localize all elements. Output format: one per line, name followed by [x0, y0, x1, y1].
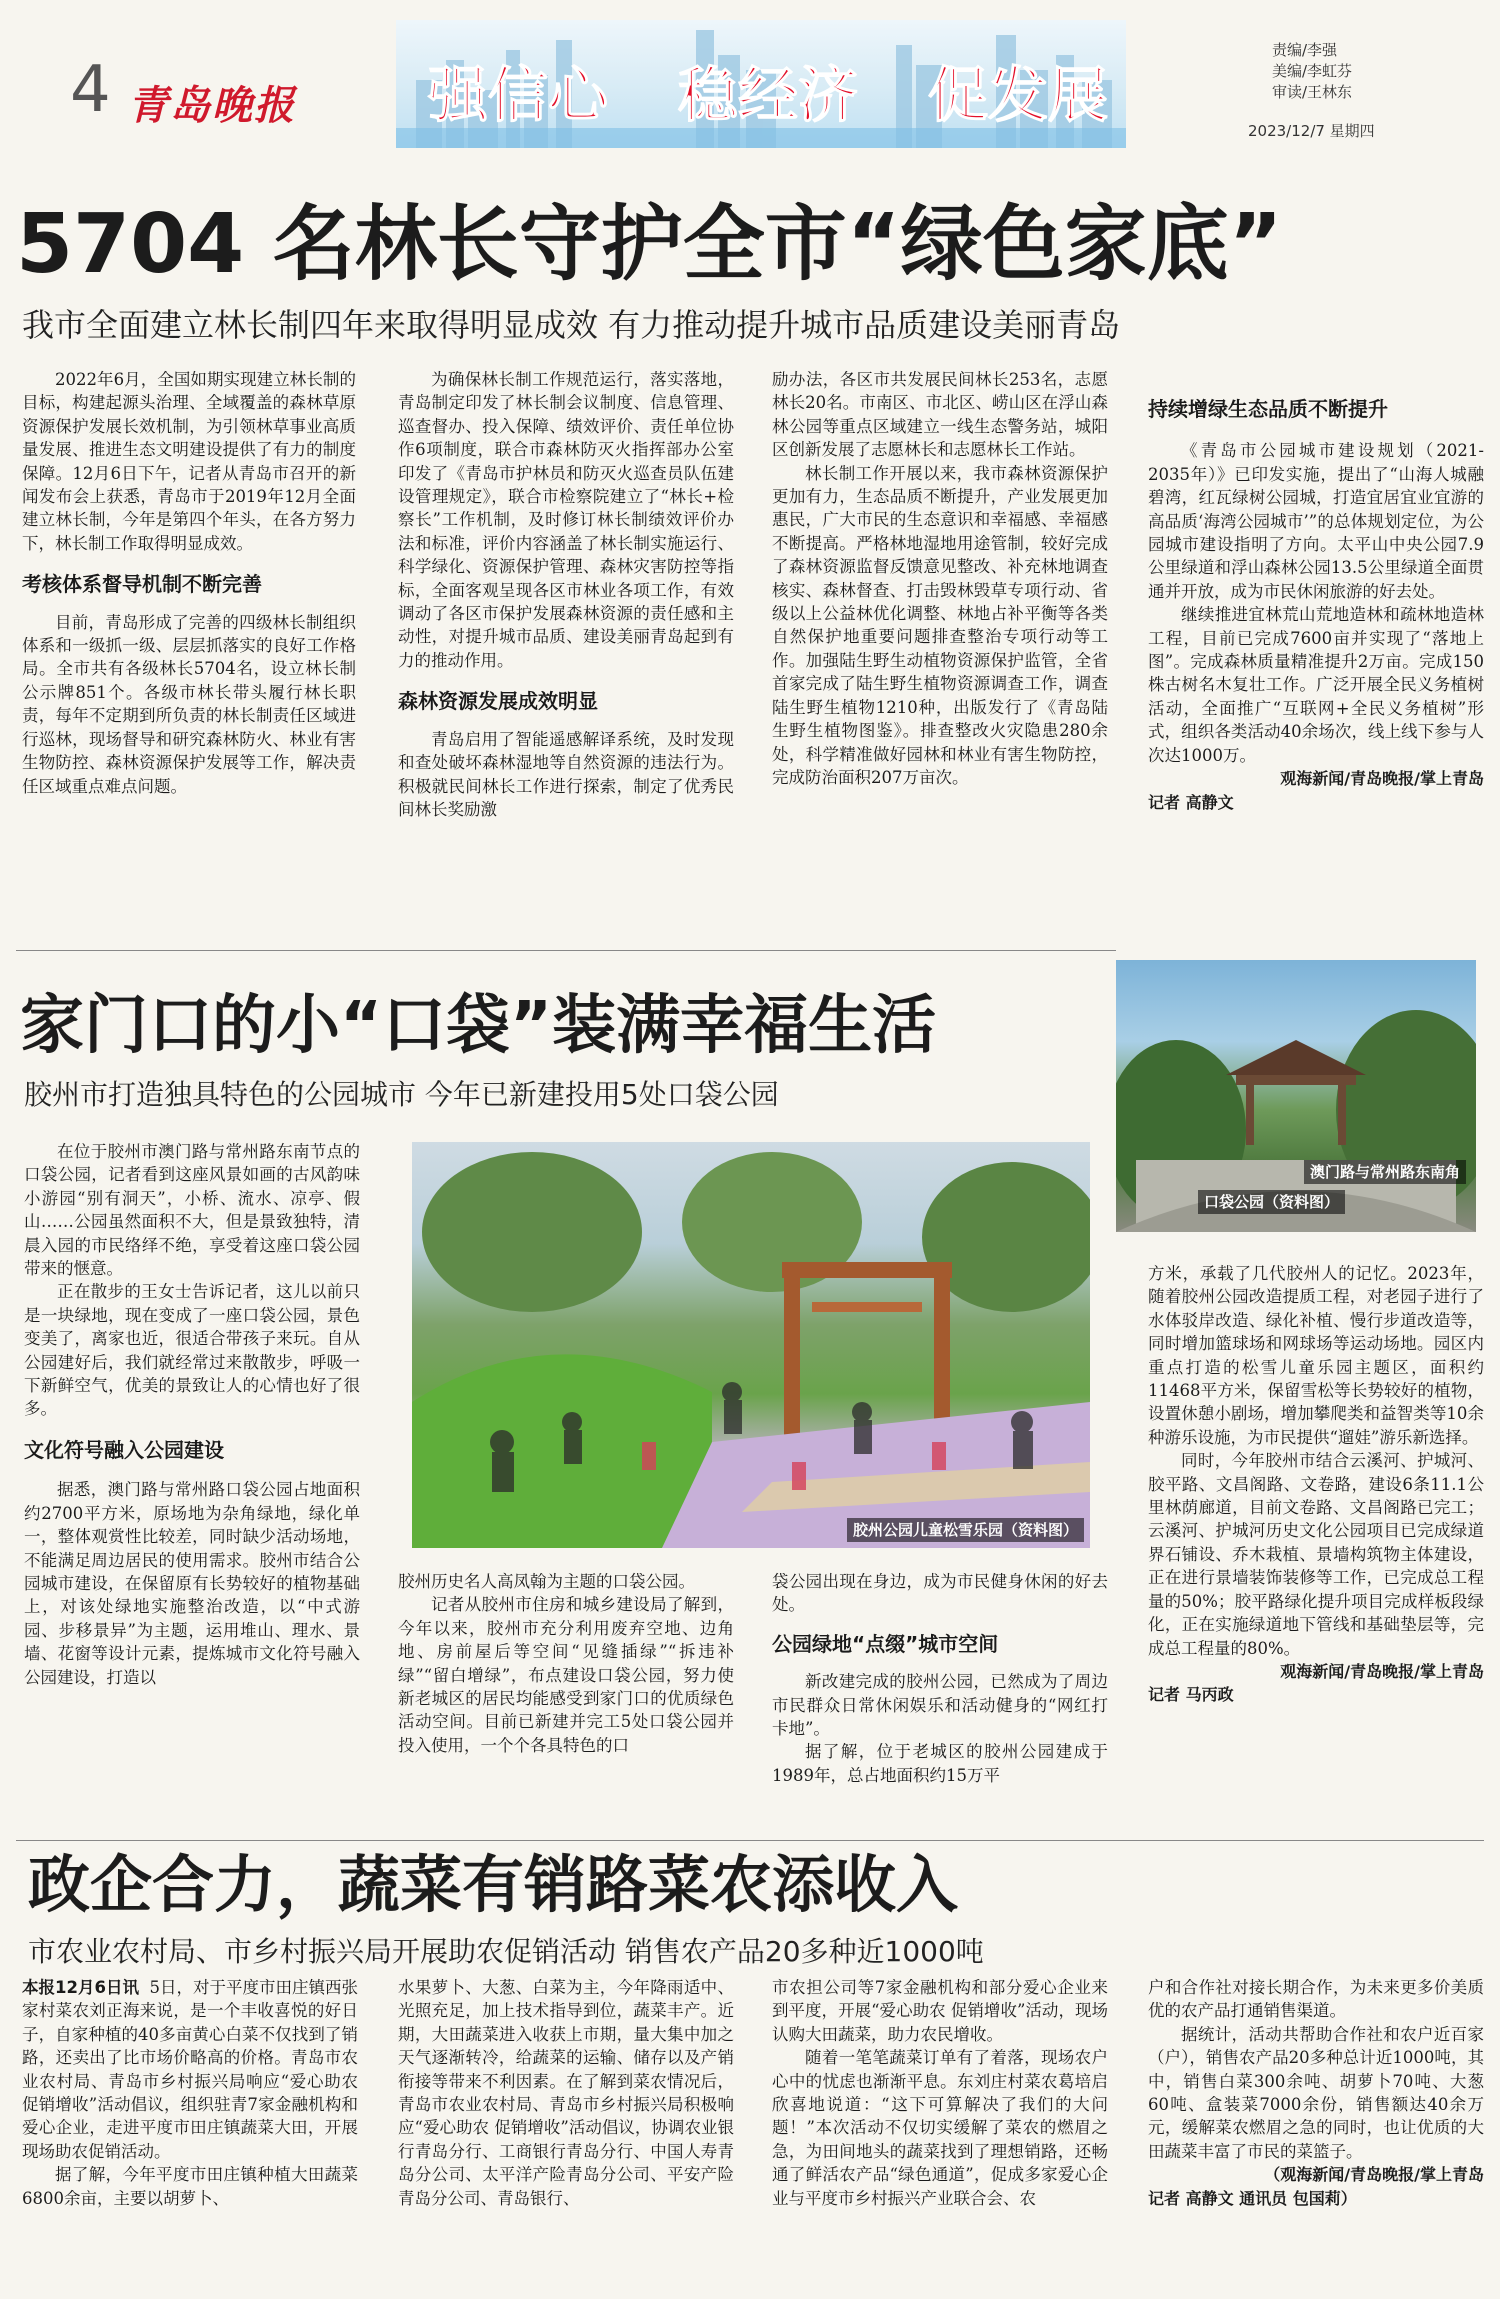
article-1-column-3	[772, 368, 1108, 928]
masthead	[0, 0, 1500, 150]
issue-date: 2023/12/7 星期四	[1248, 122, 1375, 140]
article-1-col3-body: 励办法，各区市共发展民间林长253名，志愿林长20名。市南区、市北区、崂山区在浮山森林公园等重点区域建立一线生态警务站，城阳区创新发展了志愿林长和志愿林长工作站。	[772, 370, 1108, 460]
article-2-credit-reporter: 记者 马丙政	[1148, 1685, 1234, 1705]
article-3-col2-p1: 水果萝卜、大葱、白菜为主，今年降雨适中、光照充足，加上技术指导到位，蔬菜丰产。近期，大田蔬菜进入收获上市期，量大集中加之天气逐渐转冷，给蔬菜的运输、储存以及产销衔接等带来不利因素。在了解到菜农情况后，青岛市农业农村局、青岛市乡村振兴局积极响应“爱心助农 促销增收”活动倡议，协调农业银行青岛分行、工商银行青岛分行、中国人寿青岛分公司、太平洋产险青岛分公司、平安产险青岛分公司、青岛银行、	[398, 1978, 734, 2208]
article-3-column-3	[772, 1976, 1108, 2292]
article-2-col2-p2: 记者从胶州市住房和城乡建设局了解到，今年以来，胶州市充分利用废弃空地、边角地、房前屋后等空间“见缝插绿”“拆违补绿”“留白增绿”，布点建设口袋公园，努力使新老城区的居民均能感受到家门口的优质绿色活动空间。目前已新建并完工5处口袋公园并投入使用，一个个各具特色的口	[398, 1595, 734, 1755]
article-1-col4-body: 《青岛市公园城市建设规划（2021-2035年）》已印发实施，提出了“山海人城融碧湾，红瓦绿树公园城，打造宜居宜业宜游的高品质‘海湾公园城市’”的总体规划定位，为公园城市建设指明了方向。太平山中央公园7.9公里绿道和浮山森林公园13.5公里绿道全面贯通并开放，成为市民休闲旅游的好去处。	[1148, 441, 1484, 601]
article-1-intro: 2022年6月，全国如期实现建立林长制的目标，构建起源头治理、全域覆盖的森林草原资源保护发展长效机制，为引领林草事业高质量发展、推进生态文明建设提供了有力的制度保障。12月6日下午，记者从青岛市召开的新闻发布会上获悉，青岛市于2019年12月全面建立林长制，今年是第四个年头，在各方努力下，林长制工作取得明显成效。	[22, 370, 356, 553]
slogan-banner	[396, 20, 1126, 148]
staff-designer: 美编/李虹芬	[1272, 62, 1353, 80]
pocket-park-photo	[1116, 960, 1476, 1232]
playground-graphic	[412, 1142, 1090, 1548]
article-2-col3-p1: 袋公园出现在身边，成为市民健身休闲的好去处。	[772, 1572, 1108, 1615]
slogan-2: 稳经济	[678, 61, 858, 131]
article-1-credit-reporter: 记者 高静文	[1148, 792, 1234, 812]
article-1-col3-body-2: 林长制工作开展以来，我市森林资源保护更加有力，生态品质不断提升，产业发展更加惠民，广大市民的生态意识和幸福感、幸福感不断提高。严格林地湿地用途管制，较好完成了森林资源监督反馈意见整改、补充林地调查核实、森林督查、打击毁林毁草专项行动、省级以上公益林优化调整、林地占补平衡等各类自然保护地重要问题排查整治专项行动等工作。加强陆生野生动植物资源保护监管，全省首家完成了陆生野生植物资源调查工作，调查陆生野生植物1210种，出版发行了《青岛陆生野生植物图鉴》。排查整改火灾隐患280余处，科学精准做好园林和林业有害生物防控，完成防治面积207万亩次。	[772, 463, 1108, 787]
article-3-credit-org: （观海新闻/青岛晚报/掌上青岛	[1264, 2165, 1484, 2185]
article-2-col1-p2: 正在散步的王女士告诉记者，这儿以前只是一块绿地，现在变成了一座口袋公园，景色变美了，离家也近，很适合带孩子来玩。自从公园建好后，我们就经常过来散散步，呼吸一下新鲜空气，优美的景致让人的心情也好了很多。	[24, 1282, 360, 1419]
article-1-subhead-3: 持续增绿生态品质不断提升	[1148, 398, 1388, 421]
article-3-column-2	[398, 1976, 734, 2292]
pocket-park-caption-2: 口袋公园（资料图）	[1198, 1190, 1345, 1214]
pocket-park-caption-1: 澳门路与常州路东南角	[1304, 1160, 1466, 1184]
staff-list	[1272, 40, 1352, 103]
article-1-col1-body: 目前，青岛形成了完善的四级林长制组织体系和一级抓一级、层层抓落实的良好工作格局。全市共有各级林长5704名，设立林长制公示牌851个。各级市林长带头履行林长职责，每年不定期到所负责的林长制责任区域进行巡林，现场督导和研究森林防火、林业有害生物防控、森林资源保护发展等工作，解决责任区域重点难点问题。	[22, 612, 356, 796]
article-2-subhead-2: 公园绿地“点缀”城市空间	[772, 1631, 999, 1656]
article-3-col1-p1-text: 5日，对于平度市田庄镇西张家村菜农刘正海来说，是一个丰收喜悦的好日子，自家种植的40多亩黄心白菜不仅找到了销路，还卖出了比市场价略高的价格。青岛市农业农村局、青岛市乡村振兴局响应“爱心助农 促销增收”活动倡议，组织驻青7家金融机构和爱心企业，走进平度市田庄镇蔬菜大田，开展现场助农促销活动。	[22, 1978, 358, 2161]
article-2-credit-org: 观海新闻/青岛晚报/掌上青岛	[1280, 1661, 1484, 1681]
article-3-col1-p1	[22, 1976, 358, 2163]
article-3-deck: 市农业农村局、市乡村振兴局开展助农促销活动 销售农产品20多种近1000吨	[28, 1935, 984, 1968]
article-2-column-3	[772, 1570, 1108, 1828]
article-2-col1-p1: 在位于胶州市澳门路与常州路东南节点的口袋公园，记者看到这座风景如画的古风韵味小游园“别有洞天”，小桥、流水、凉亭、假山……公园虽然面积不大，但是景致独特，清晨入园的市民络绎不绝，享受着这座口袋公园带来的惬意。	[24, 1142, 360, 1279]
article-2-column-1	[24, 1140, 360, 1828]
article-1-column-2	[398, 368, 734, 928]
article-3-col3-p1: 市农担公司等7家金融机构和部分爱心企业来到平度，开展“爱心助农 促销增收”活动，现场认购大田蔬菜，助力农民增收。	[772, 1978, 1108, 2044]
article-2-divider	[16, 1840, 1484, 1841]
article-1-column-1	[22, 368, 356, 928]
article-3-col1-p2: 据了解，今年平度市田庄镇种植大田蔬菜6800余亩，主要以胡萝卜、	[22, 2165, 358, 2208]
slogan-3: 促发展	[928, 61, 1108, 131]
page-number: 4	[70, 53, 111, 127]
article-1-divider	[16, 950, 1116, 951]
article-3-headline: 政企合力，蔬菜有销路菜农添收入	[28, 1848, 959, 1921]
staff-reviewer: 审读/王林东	[1272, 83, 1353, 101]
article-1-col2-body-2: 青岛启用了智能遥感解译系统，及时发现和查处破坏森林湿地等自然资源的违法行为。积极就民间林长工作进行探索，制定了优秀民间林长奖励激	[398, 729, 734, 819]
article-1-subhead-2: 森林资源发展成效明显	[398, 689, 598, 714]
article-2-subhead-1: 文化符号融入公园建设	[24, 1437, 224, 1462]
article-2-col4-p1: 方米，承载了几代胶州人的记忆。2023年，随着胶州公园改造提质工程，对老园子进行了水体驳岸改造、绿化补植、慢行步道改造等，同时增加篮球场和网球场等运动场地。园区内重点打造的松雪儿童乐园主题区，面积约11468平方米，保留雪松等长势较好的植物，设置休憩小剧场，增加攀爬类和益智类等10余种游乐设施，为市民提供“遛娃”游乐新选择。	[1148, 1264, 1484, 1447]
article-1-col2-body: 为确保林长制工作规范运行，落实落地，青岛制定印发了林长制会议制度、信息管理、巡查督办、投入保障、绩效评价、责任单位协作6项制度，联合市森林防灭火指挥部办公室印发了《青岛市护林员和防灭火巡查员队伍建设管理规定》，联合市检察院建立了“林长+检察长”工作机制，及时修订林长制绩效评价办法和标准，评价内容涵盖了林长制实施运行、科学绿化、资源保护管理、森林灾害防控等指标，全面客观呈现各区市林业各项工作，有效调动了各区市保护发展森林资源的责任感和主动性，对提升城市品质、建设美丽青岛起到有力的推动作用。	[398, 370, 734, 670]
article-3-col4-p2: 据统计，活动共帮助合作社和农户近百家（户），销售农产品20多种总计近1000吨，其中，销售白菜300余吨、胡萝卜70吨、大葱60吨、盒装菜7000余份，销售额达40余万元，缓解菜农燃眉之急的同时，也让优质的大田蔬菜丰富了市民的菜篮子。	[1148, 2024, 1484, 2161]
slogan-1: 强信心	[428, 61, 608, 131]
article-1-col4-body-2: 继续推进宜林荒山荒地造林和疏林地造林工程，目前已完成7600亩并实现了“落地上图”。完成森林质量精准提升2万亩。完成150株古树名木复壮工作。广泛开展全民义务植树活动，全面推广“互联网+全民义务植树”形式，组织各类活动40余场次，线上线下参与人次达1000万。	[1148, 605, 1484, 765]
article-1-headline: 5704 名林长守护全市“绿色家底”	[16, 197, 1283, 292]
article-3-col3-p2: 随着一笔笔蔬菜订单有了着落，现场农户心中的忧虑也渐渐平息。东刘庄村菜农葛培启欣喜地说道：“这下可算解决了我们的大问题！”本次活动不仅切实缓解了菜农的燃眉之急，为田间地头的蔬菜找到了理想销路，还畅通了鲜活农产品“绿色通道”，促成多家爱心企业与平度市乡村振兴产业联合会、农	[772, 2048, 1108, 2208]
article-3-col4-p1: 户和合作社对接长期合作，为未来更多价美质优的农产品打通销售渠道。	[1148, 1978, 1484, 2021]
article-1-column-4	[1148, 398, 1484, 928]
article-1-subhead-1: 考核体系督导机制不断完善	[22, 572, 262, 597]
article-3-credit-reporter: 记者 高静文 通讯员 包国莉）	[1148, 2188, 1357, 2208]
article-2-col2-p1: 胶州历史名人高凤翰为主题的口袋公园。	[398, 1572, 695, 1591]
playground-caption: 胶州公园儿童松雪乐园（资料图）	[847, 1518, 1084, 1542]
playground-photo	[412, 1142, 1090, 1548]
article-2-col3-p3: 据了解，位于老城区的胶州公园建成于1989年，总占地面积约15万平	[772, 1742, 1108, 1785]
article-3-column-4	[1148, 1976, 1484, 2292]
article-2-col1-p3: 据悉，澳门路与常州路口袋公园占地面积约2700平方米，原场地为杂角绿地，绿化单一，整体观赏性比较差，同时缺少活动场地，不能满足周边居民的使用需求。胶州市结合公园城市建设，在保留原有长势较好的植物基础上，对该处绿地实施整治改造，以“中式游园、步移景异”为主题，运用堆山、理水、景墙、花窗等设计元素，提炼城市文化符号融入公园建设，打造以	[24, 1480, 360, 1687]
paper-name-logo: 青岛晚报	[128, 82, 296, 129]
article-3-column-1	[22, 1976, 358, 2292]
article-2-column-4	[1148, 1262, 1484, 1828]
staff-editor: 责编/李强	[1272, 41, 1338, 59]
article-2-headline: 家门口的小“口袋”装满幸福生活	[20, 989, 937, 1063]
article-1-credit-org: 观海新闻/青岛晚报/掌上青岛	[1280, 769, 1484, 789]
article-1-deck: 我市全面建立林长制四年来取得明显成效 有力推动提升城市品质建设美丽青岛	[22, 306, 1121, 344]
article-2-col4-p2: 同时，今年胶州市结合云溪河、护城河、胶平路、文昌阁路、文卷路，建设6条11.1公里林荫廊道，目前文卷路、文昌阁路已完工；云溪河、护城河历史文化公园项目已完成绿道界石铺设、乔木栽植、景墙构筑物主体建设，正在进行景墙装饰装修等工作，已完成总工程量的50%；胶平路绿化提升项目完成样板段绿化，正在实施绿道地下管线和基础垫层等，完成总工程量的80%。	[1148, 1451, 1484, 1658]
article-2-deck: 胶州市打造独具特色的公园城市 今年已新建投用5处口袋公园	[24, 1078, 779, 1111]
article-3-lead: 本报12月6日讯	[22, 1978, 139, 1997]
article-2-col3-p2: 新改建完成的胶州公园，已然成为了周边市民群众日常休闲娱乐和活动健身的“网红打卡地”。	[772, 1672, 1108, 1739]
article-2-column-2	[398, 1570, 734, 1828]
